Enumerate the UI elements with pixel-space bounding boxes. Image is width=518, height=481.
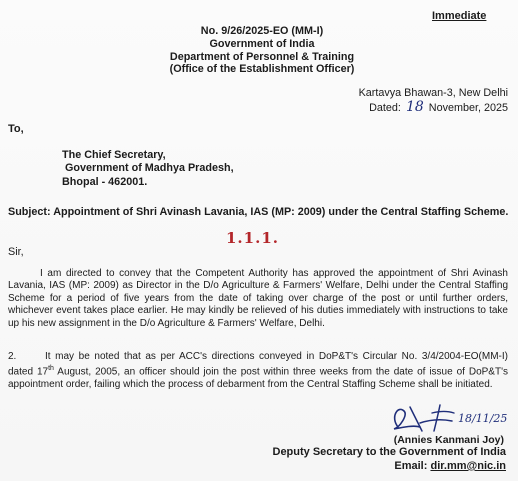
priority-tag: Immediate bbox=[432, 10, 487, 22]
handwritten-initials: 1.1.1. bbox=[226, 229, 279, 247]
signatory-name: (Annies Kanmani Joy) bbox=[393, 434, 504, 446]
addressee-line-1: The Chief Secretary, bbox=[62, 149, 166, 161]
email-link[interactable]: dir.mm@nic.in bbox=[430, 460, 506, 472]
paragraph-2-superscript: th bbox=[48, 365, 54, 373]
addressee-line-3: Bhopal - 462001. bbox=[62, 176, 148, 188]
paragraph-2-number: 2. bbox=[8, 351, 17, 362]
dated-day-handwritten: 18 bbox=[405, 99, 424, 115]
letter-date bbox=[369, 99, 508, 115]
addressee-line-2: Government of Madhya Pradesh, bbox=[65, 162, 234, 174]
department-name: Department of Personnel & Training bbox=[169, 51, 355, 63]
dated-label: Dated: bbox=[369, 102, 401, 114]
subject-line: Subject: Appointment of Shri Avinash Lavania, IAS (MP: 2009) under the Central Staffing Scheme. bbox=[8, 206, 509, 218]
paragraph-2-text-b: August, 2005, an officer should join the post within three weeks from the date of issue of DoP&T's appointment order, failing which the process of debarment from the Central Staffing Scheme shall be initiated. bbox=[8, 366, 508, 391]
signatory-designation: Deputy Secretary to the Government of India bbox=[272, 446, 506, 458]
signature-icon bbox=[380, 397, 510, 437]
email-label: Email: bbox=[394, 460, 428, 472]
government-name: Government of India bbox=[209, 38, 315, 50]
office-name: (Office of the Establishment Officer) bbox=[169, 63, 355, 75]
dated-month-year: November, 2025 bbox=[428, 102, 508, 114]
paragraph-2 bbox=[8, 351, 508, 392]
reference-number: No. 9/26/2025-EO (MM-I) bbox=[200, 25, 324, 37]
signature-date: 18/11/25 bbox=[458, 412, 508, 425]
paragraph-2-text-a: It may be noted that as per ACC's directions conveyed in DoP&T's Circular No. 3/4/2004-EO(MM-I) dated 17 bbox=[8, 351, 508, 378]
signatory-email bbox=[394, 460, 506, 472]
letter-place: Kartavya Bhawan-3, New Delhi bbox=[358, 87, 508, 99]
salutation: Sir, bbox=[8, 246, 24, 258]
to-label: To, bbox=[8, 123, 24, 135]
signature-handwritten bbox=[380, 397, 510, 437]
paragraph-1: I am directed to convey that the Competent Authority has approved the appointment of Shri Avinash Lavania, IAS (MP: 2009) as Director in the D/o Agriculture & Farmers' Welfare, Delhi under the Central Staffing Scheme for a period of five years from the date of taking over charge of the post or until further orders, whichever event takes place earlier. He may kindly be relieved of his duties immediately with instructions to take up his new assignment in the D/o Agriculture & Farmers' Welfare, Delhi. bbox=[8, 268, 508, 329]
